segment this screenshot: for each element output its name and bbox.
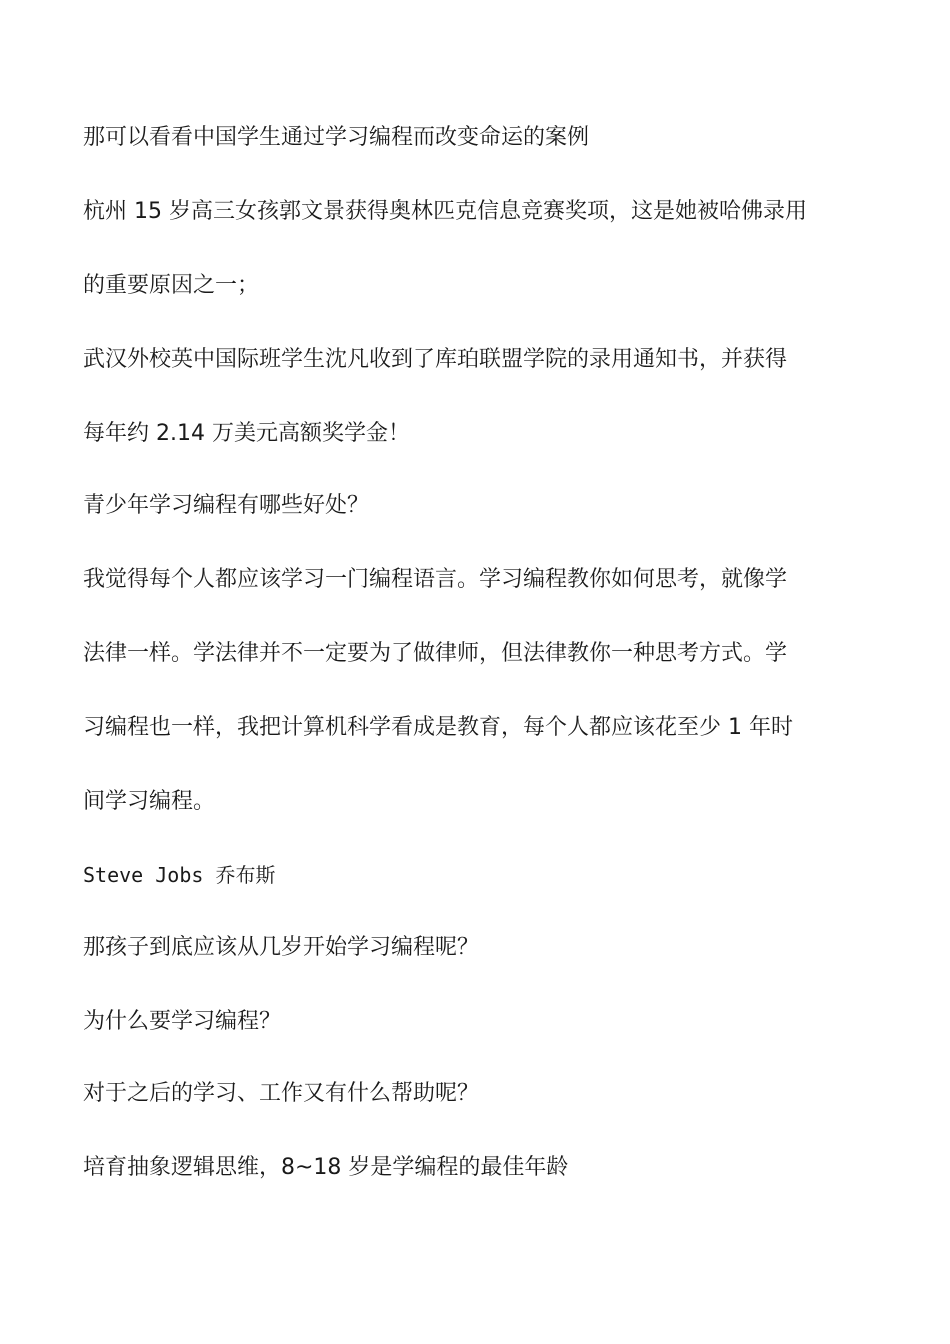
quote-line-2: 法律一样。学法律并不一定要为了做律师，但法律教你一种思考方式。学 (83, 641, 788, 666)
question-why: 为什么要学习编程？ (83, 1009, 282, 1034)
quote-line-3: 习编程也一样，我把计算机科学看成是教育，每个人都应该花至少 1 年时 (83, 715, 793, 740)
heading-best-age: 培育抽象逻辑思维，8~18 岁是学编程的最佳年龄 (83, 1155, 569, 1180)
quote-attribution: Steve Jobs 乔布斯 (83, 863, 276, 887)
paragraph-intro: 那可以看看中国学生通过学习编程而改变命运的案例 (83, 125, 590, 150)
quote-line-1: 我觉得每个人都应该学习一门编程语言。学习编程教你如何思考，就像学 (83, 567, 788, 592)
question-help: 对于之后的学习、工作又有什么帮助呢？ (83, 1081, 480, 1106)
paragraph-hangzhou-line-1: 杭州 15 岁高三女孩郭文景获得奥林匹克信息竞赛奖项，这是她被哈佛录用 (83, 199, 807, 224)
paragraph-wuhan-line-2: 每年约 2.14 万美元高额奖学金！ (83, 421, 410, 446)
heading-benefits: 青少年学习编程有哪些好处？ (83, 493, 370, 518)
question-age: 那孩子到底应该从几岁开始学习编程呢？ (83, 935, 480, 960)
paragraph-hangzhou-line-2: 的重要原因之一； (83, 273, 260, 298)
quote-line-4: 间学习编程。 (83, 789, 216, 814)
paragraph-wuhan-line-1: 武汉外校英中国际班学生沈凡收到了库珀联盟学院的录用通知书，并获得 (83, 347, 788, 372)
